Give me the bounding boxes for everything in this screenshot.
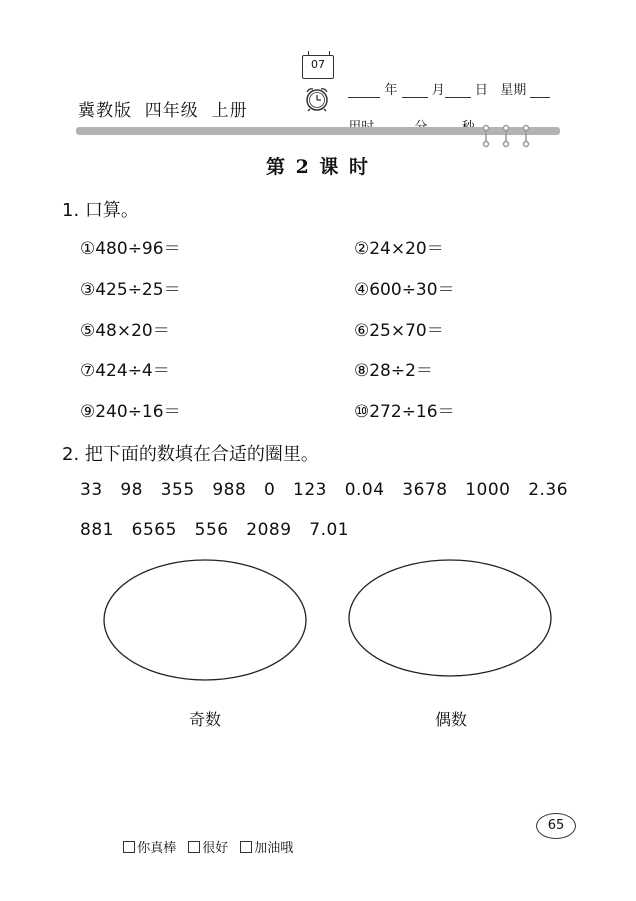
problem-7: ⑦424÷4＝	[80, 361, 170, 381]
odd-label: 奇数	[189, 710, 222, 729]
numbers-row-1: 33 98 355 988 0 123 0.04 3678 1000 2.36	[80, 480, 569, 500]
question-2-title: 2. 把下面的数填在合适的圈里。	[62, 444, 319, 465]
month-label: 月	[431, 83, 445, 98]
option-good[interactable]: 很好	[188, 841, 228, 856]
odd-oval[interactable]	[104, 560, 306, 680]
checkbox-icon[interactable]	[188, 841, 200, 853]
day-label: 日	[474, 83, 488, 98]
option-keep-going[interactable]: 加油哦	[240, 841, 293, 856]
even-oval[interactable]	[349, 560, 551, 676]
decorative-dots-icon	[476, 124, 536, 150]
problem-3: ③425÷25＝	[80, 280, 181, 300]
numbers-row-2: 881 6565 556 2089 7.01	[80, 520, 350, 540]
problem-10: ⑩272÷16＝	[354, 402, 455, 422]
year-label: 年	[384, 83, 398, 98]
page-number: 65	[536, 813, 576, 839]
date-line	[340, 64, 550, 98]
lesson-title: 第 2 课 时	[265, 156, 371, 178]
question-1-title: 1. 口算。	[62, 200, 139, 221]
calendar-icon	[302, 55, 334, 79]
option-great[interactable]: 你真棒	[123, 841, 176, 856]
problem-9: ⑨240÷16＝	[80, 402, 181, 422]
self-evaluation	[115, 822, 305, 856]
problem-6: ⑥25×70＝	[354, 321, 444, 341]
alarm-clock-icon	[303, 86, 331, 112]
problem-8: ⑧28÷2＝	[354, 361, 433, 381]
problem-5: ⑤48×20＝	[80, 321, 170, 341]
problem-2: ②24×20＝	[354, 239, 444, 259]
problem-4: ④600÷30＝	[354, 280, 455, 300]
checkbox-icon[interactable]	[123, 841, 135, 853]
even-label: 偶数	[435, 710, 468, 729]
weekday-label: 星期	[500, 83, 527, 98]
series-title: 冀教版 四年级 上册	[78, 101, 248, 121]
answer-ovals	[100, 558, 560, 684]
problem-1: ①480÷96＝	[80, 239, 181, 259]
checkbox-icon[interactable]	[240, 841, 252, 853]
calendar-number: 07	[311, 58, 325, 71]
